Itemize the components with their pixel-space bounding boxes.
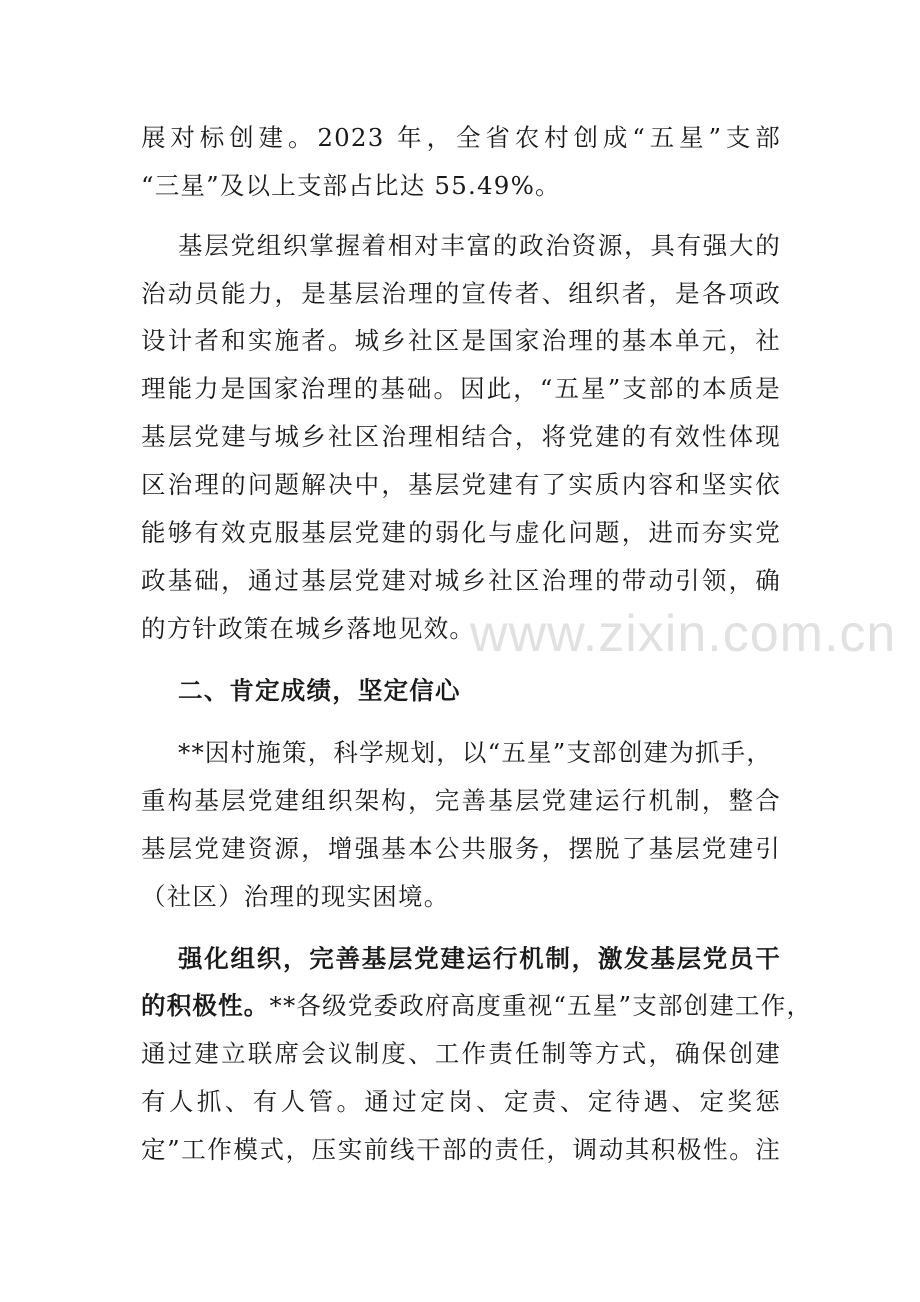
paragraph-line: 能够有效克服基层党建的弱化与虚化问题，进而夯实党 [141, 518, 781, 547]
paragraph-line: 理能力是国家治理的基础。因此，“五星”支部的本质是 [141, 374, 781, 403]
paragraph-line: 区治理的问题解决中，基层党建有了实质内容和坚实依 [141, 470, 781, 499]
paragraph-line: 有人抓、有人管。通过定岗、定责、定待遇、定奖惩 [141, 1087, 781, 1116]
section-heading: 二、肯定成绩，坚定信心 [178, 676, 461, 705]
paragraph-line: 的方针政策在城乡落地见效。 [141, 614, 476, 643]
paragraph-line: （社区）治理的现实困境。 [141, 882, 450, 911]
watermark-logo: www.zixin.com.cn [470, 605, 897, 663]
paragraph-line: 基层党建与城乡社区治理相结合，将党建的有效性体现 [141, 422, 781, 451]
paragraph-line: 重构基层党建组织架构，完善基层党建运行机制，整合 [141, 786, 781, 815]
paragraph-line: 展对标创建。2023 年，全省农村创成“五星”支部 [141, 123, 781, 152]
paragraph-line: 基层党建资源，增强基本公共服务，摆脱了基层党建引 [141, 834, 781, 863]
paragraph-line: 定”工作模式，压实前线干部的责任，调动其积极性。注 [141, 1135, 781, 1164]
paragraph-line: “三星”及以上支部占比达 55.49%。 [141, 171, 561, 200]
bold-lead-line: 强化组织，完善基层党建运行机制，激发基层党员干 [178, 944, 781, 973]
paragraph-line: 通过建立联席会议制度、工作责任制等方式，确保创建 [141, 1039, 781, 1068]
paragraph-line: **因村施策，科学规划，以“五星”支部创建为抓手， [178, 738, 773, 767]
mixed-line [141, 990, 813, 1022]
paragraph-text: **各级党委政府高度重视“五星”支部创建工作， [269, 991, 813, 1020]
paragraph-line: 设计者和实施者。城乡社区是国家治理的基本单元，社 [141, 326, 781, 355]
paragraph-line: 政基础，通过基层党建对城乡社区治理的带动引领，确 [141, 566, 781, 595]
paragraph-line: 治动员能力，是基层治理的宣传者、组织者，是各项政 [141, 279, 781, 308]
bold-lead-end: 的积极性。 [141, 991, 270, 1020]
paragraph-line: 基层党组织掌握着相对丰富的政治资源，具有强大的 [178, 231, 781, 260]
